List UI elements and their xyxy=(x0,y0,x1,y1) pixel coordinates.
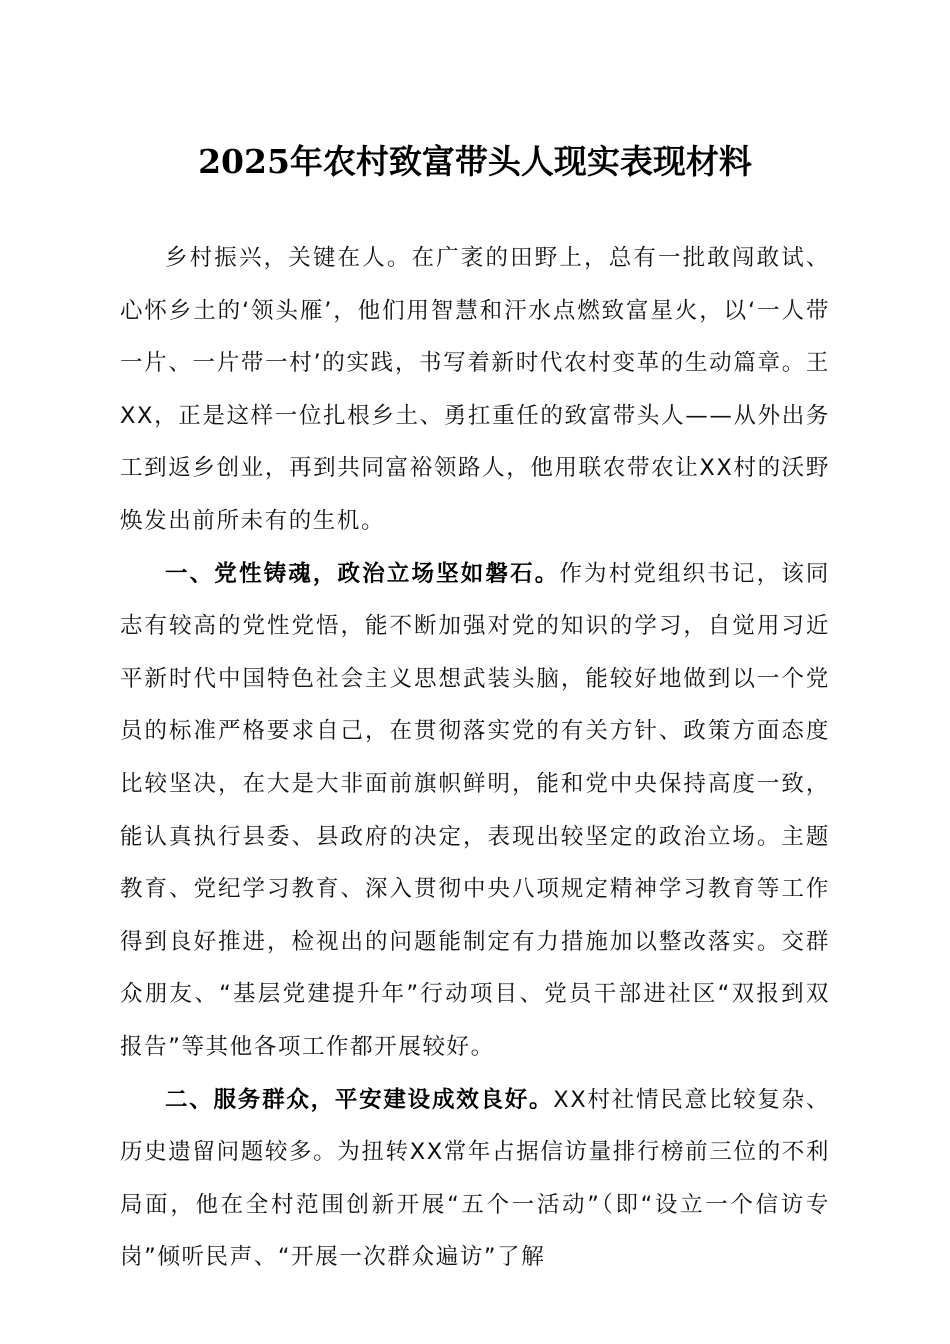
document-body xyxy=(120,232,830,1284)
paragraph-section-1 xyxy=(120,548,830,1074)
section-2-heading: 二、服务群众，平安建设成效良好。 xyxy=(165,1086,554,1113)
paragraph-section-2 xyxy=(120,1074,830,1284)
paragraph-intro xyxy=(120,232,830,548)
section-1-heading: 一、党性铸魂，政治立场坚如磐石。 xyxy=(165,560,560,587)
document-title: 2025年农村致富带头人现实表现材料 xyxy=(198,142,752,181)
section-1-text: 作为村党组织书记，该同志有较高的党性党悟，能不断加强对党的知识的学习，自觉用习近平新时代中国特色社会主义思想武装头脑，能较好地做到以一个党员的标准严格要求自己，在贯彻落实党的有关方针、政策方面态度比较坚决，在大是大非面前旗帜鲜明，能和党中央保持高度一致，能认真执行县委、县政府的决定，表现出较坚定的政治立场。主题教育、党纪学习教育、深入贯彻中央八项规定精神学习教育等工作得到良好推进，检视出的问题能制定有力措施加以整改落实。交群众朋友、“基层党建提升年”行动项目、党员干部进社区“双报到双报告”等其他各项工作都开展较好。 xyxy=(120,560,830,1060)
section-2-text: XX村社情民意比较复杂、历史遗留问题较多。为扭转XX常年占据信访量排行榜前三位的不利局面，他在全村范围创新开展“五个一活动”（即“设立一个信访专岗”倾听民声、“开展一次群众遍访”了解 xyxy=(120,1086,831,1271)
paragraph-intro-text: 乡村振兴，关键在人。在广袤的田野上，总有一批敢闯敢试、心怀乡土的‘领头雁’，他们用智慧和汗水点燃致富星火，以‘一人带一片、一片带一村’的实践，书写着新时代农村变革的生动篇章。王XX，正是这样一位扎根乡土、勇扛重任的致富带头人——从外出务工到返乡创业，再到共同富裕领路人，他用联农带农让XX村的沃野焕发出前所未有的生机。 xyxy=(120,245,830,534)
